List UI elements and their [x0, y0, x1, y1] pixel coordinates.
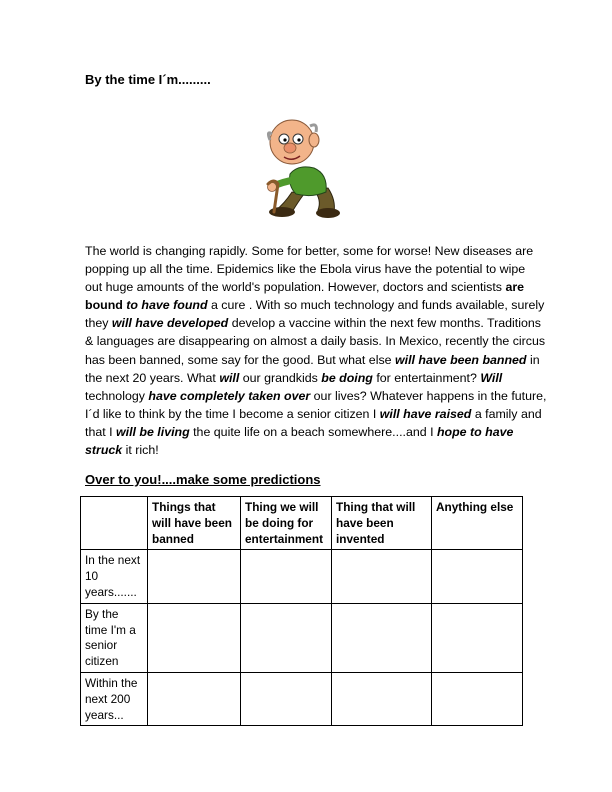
- answer-cell[interactable]: [432, 603, 523, 672]
- answer-cell[interactable]: [148, 550, 241, 603]
- paragraph-line: [85, 260, 533, 278]
- answer-cell[interactable]: [241, 603, 332, 672]
- predictions-table: [80, 496, 523, 726]
- page-title: By the time I´m.........: [85, 72, 211, 87]
- paragraph-line: [85, 242, 533, 260]
- paragraph-line: [85, 423, 533, 441]
- table-row: [81, 603, 523, 672]
- table-row: [81, 550, 523, 603]
- table-row: [81, 672, 523, 725]
- table-header-row: [81, 497, 523, 550]
- emphasized-text: will be living: [116, 424, 190, 439]
- emphasized-text: hope to have: [436, 424, 514, 439]
- text-run: I´d like to think by the time I become a senior citizen I: [85, 406, 380, 421]
- paragraph-line: [85, 405, 542, 423]
- emphasized-text: are: [505, 280, 525, 295]
- text-run: The world is changing rapidly. Some for better, some for worse! New diseases are: [85, 244, 534, 258]
- text-run: the next 20 years. What: [85, 370, 220, 385]
- old-man-with-cane-icon: [252, 112, 364, 220]
- emphasized-text: Will: [480, 370, 503, 385]
- emphasized-text: will: [219, 370, 240, 385]
- intro-paragraph: [85, 242, 547, 459]
- paragraph-line: [85, 441, 533, 459]
- header-cell-empty: [81, 497, 148, 550]
- paragraph-line: [85, 296, 545, 314]
- text-run: has been banned, some say for the good. But what else: [85, 352, 395, 367]
- header-cell-invented: Thing that will have been invented: [332, 497, 432, 550]
- predictions-heading: Over to you!....make some predictions: [85, 472, 321, 487]
- emphasized-text: will have been banned: [394, 352, 527, 367]
- emphasized-text: have completely taken over: [148, 388, 311, 403]
- paragraph-line: [85, 387, 547, 405]
- text-run: our lives? Whatever happens in the future,: [310, 388, 547, 403]
- answer-cell[interactable]: [332, 603, 432, 672]
- text-run: develop a vaccine within the next few months. Traditions: [228, 316, 541, 331]
- answer-cell[interactable]: [241, 672, 332, 725]
- emphasized-text: will have developed: [111, 316, 229, 331]
- answer-cell[interactable]: [432, 672, 523, 725]
- text-run: & languages are disappearing on almost a daily basis. In Mexico, recently the circus: [85, 334, 546, 349]
- text-run: they: [85, 316, 112, 331]
- header-cell-anything-else: Anything else: [432, 497, 523, 550]
- answer-cell[interactable]: [332, 672, 432, 725]
- emphasized-text: be doing: [321, 370, 373, 385]
- row-label: By the time I'm a senior citizen: [81, 603, 148, 672]
- answer-cell[interactable]: [148, 603, 241, 672]
- answer-cell[interactable]: [432, 550, 523, 603]
- paragraph-line: [85, 351, 540, 369]
- answer-cell[interactable]: [332, 550, 432, 603]
- emphasized-text: will have raised: [379, 406, 472, 421]
- emphasized-text: to have found: [126, 298, 208, 313]
- answer-cell[interactable]: [148, 672, 241, 725]
- text-run: for entertainment?: [372, 370, 481, 385]
- header-cell-banned: Things that will have been banned: [148, 497, 241, 550]
- paragraph-line: [85, 332, 546, 350]
- paragraph-line: [85, 278, 533, 296]
- text-run: the quite life on a beach somewhere....and I: [189, 424, 437, 439]
- paragraph-line: [85, 369, 533, 387]
- emphasized-text: struck: [85, 443, 123, 458]
- text-run: a family and: [471, 406, 542, 421]
- emphasized-text: bound: [85, 298, 127, 313]
- text-run: in: [526, 352, 540, 367]
- header-cell-entertainment: Thing we will be doing for entertainment: [241, 497, 332, 550]
- text-run: out huge amounts of the world's population. However, doctors and scientists: [85, 280, 506, 295]
- text-run: technology: [85, 388, 149, 403]
- text-run: popping up all the time. Epidemics like the Ebola virus have the potential to wipe: [85, 262, 526, 277]
- row-label: Within the next 200 years...: [81, 672, 148, 725]
- text-run: that I: [85, 424, 116, 439]
- text-run: our grandkids: [239, 370, 322, 385]
- text-run: a cure . With so much technology and funds available, surely: [207, 298, 545, 313]
- row-label: In the next 10 years.......: [81, 550, 148, 603]
- paragraph-line: [85, 314, 541, 332]
- text-run: it rich!: [122, 443, 159, 458]
- answer-cell[interactable]: [241, 550, 332, 603]
